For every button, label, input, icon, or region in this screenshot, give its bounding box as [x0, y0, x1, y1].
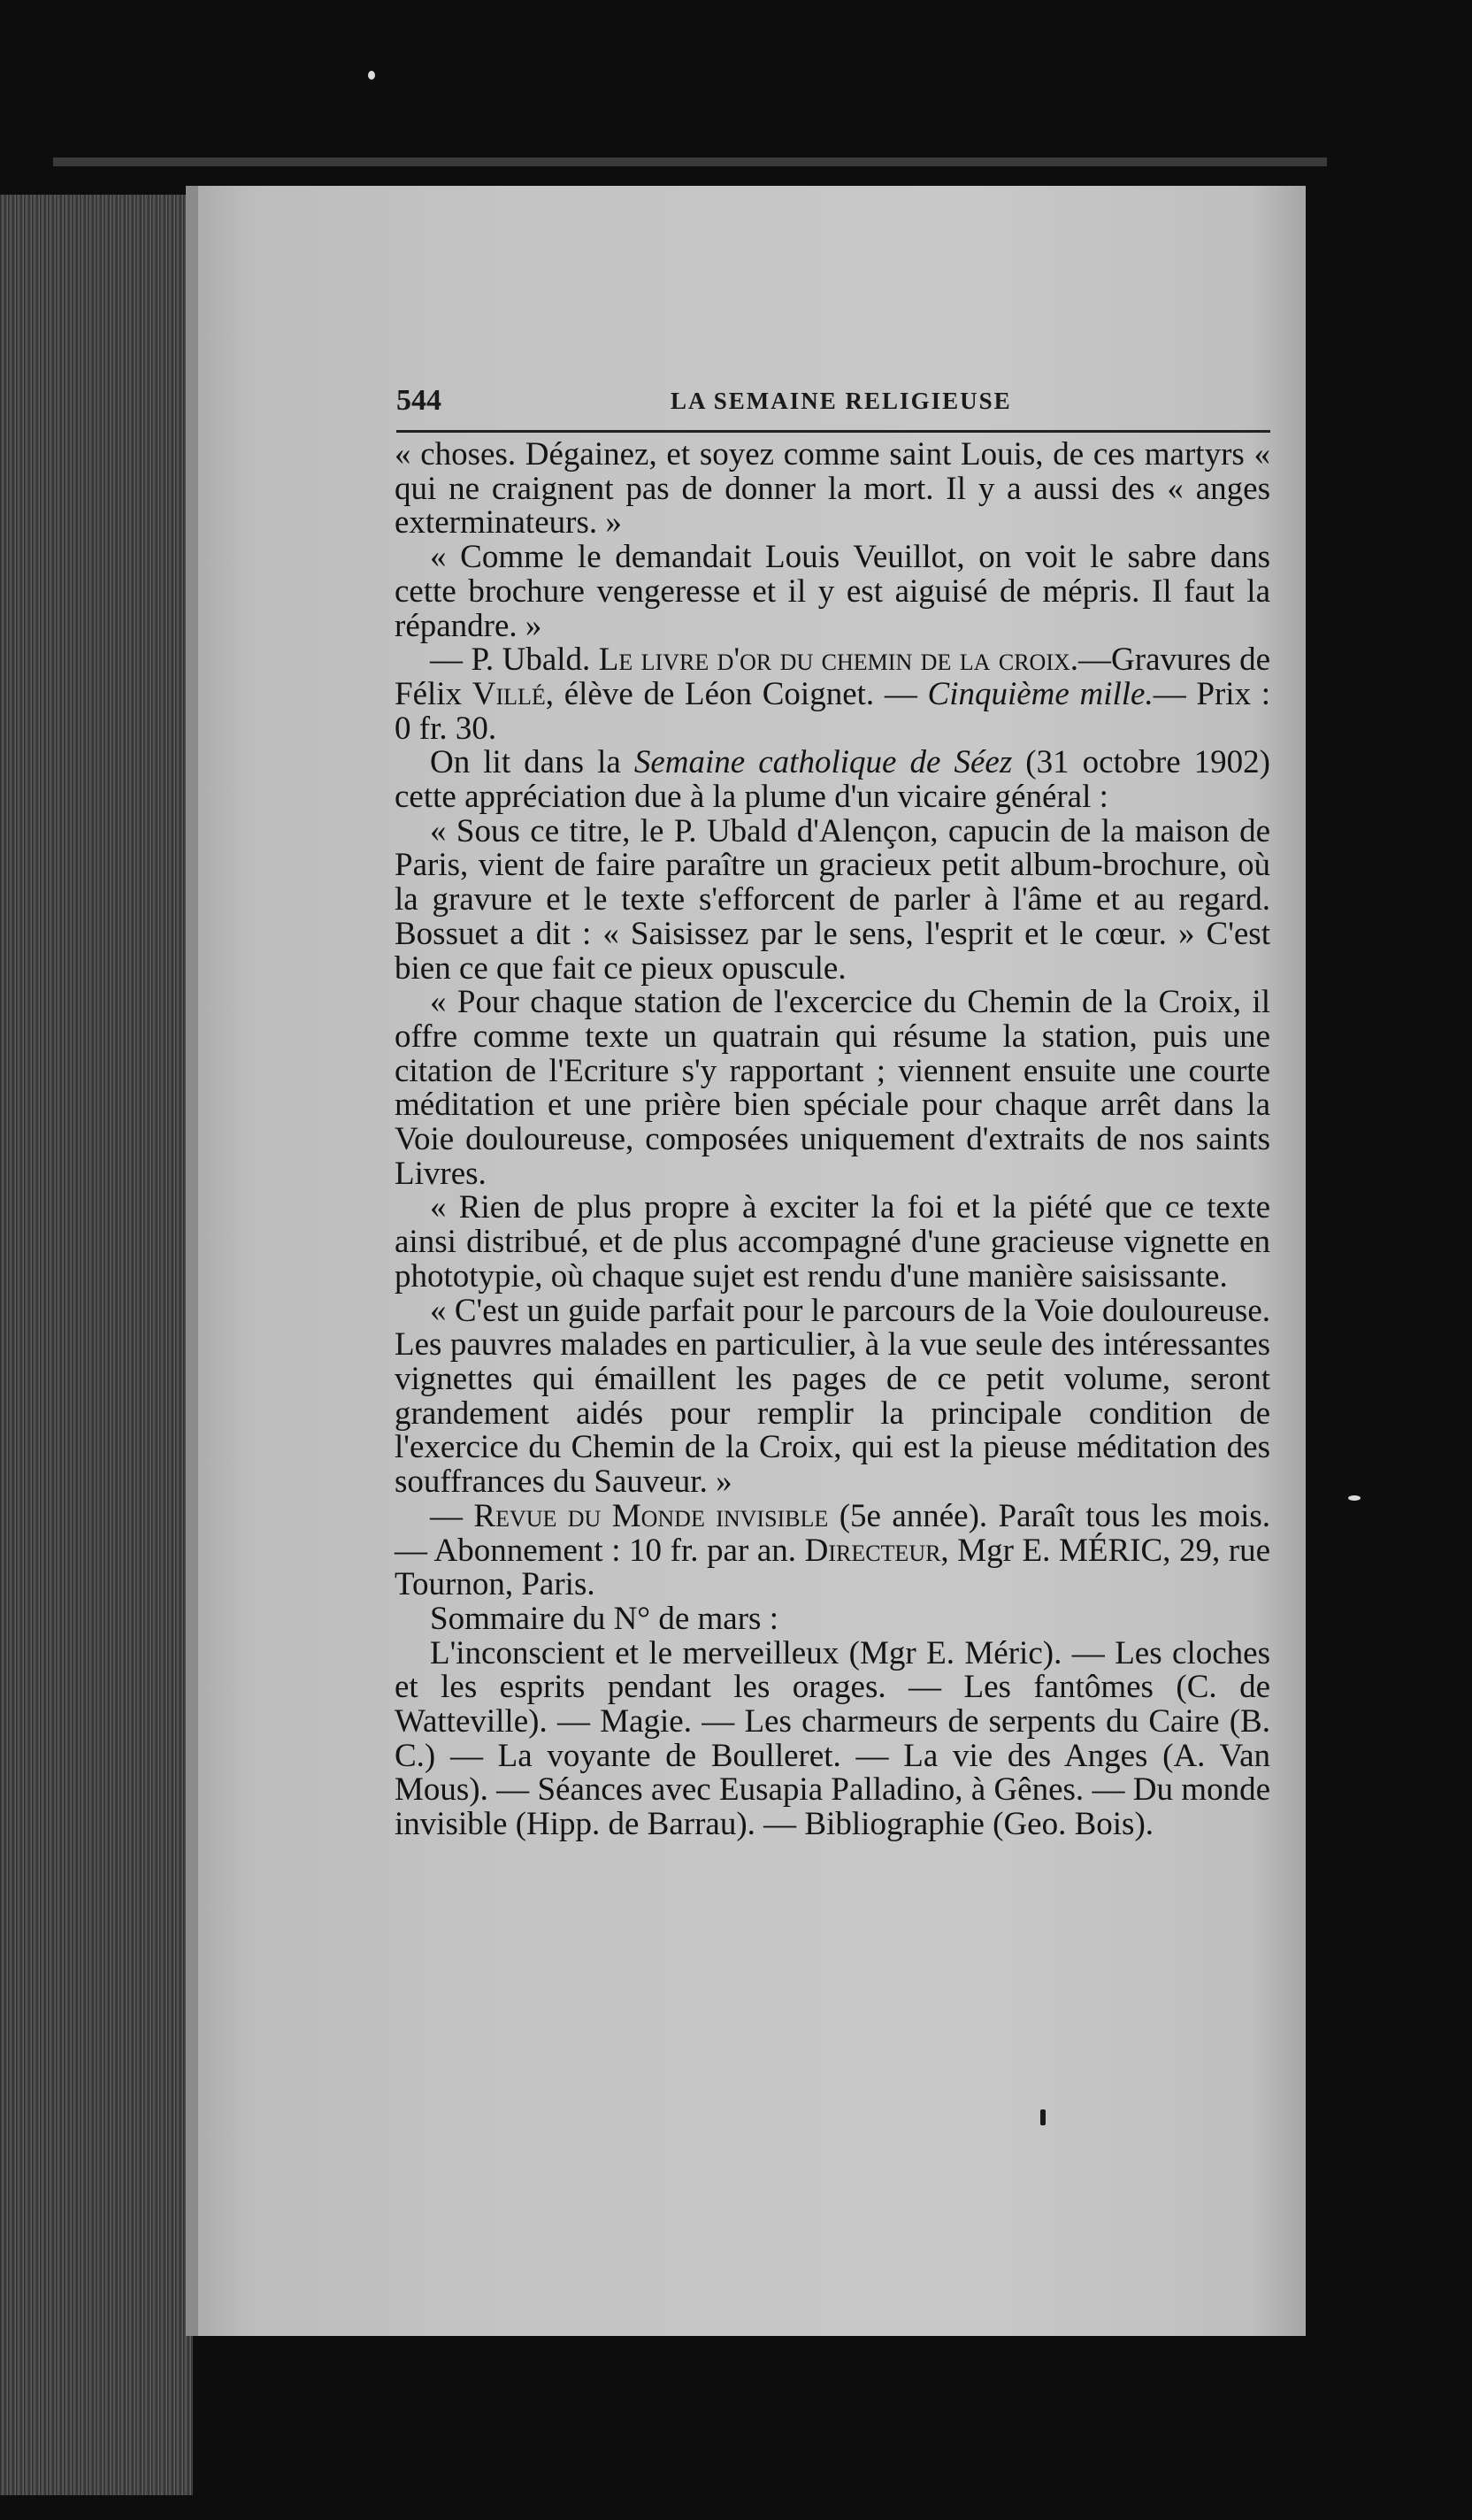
engraver-name: Villé, [472, 675, 555, 712]
entry-text: (31 octobre 1902) cette appréciation due à la plume d'un vicaire général : [395, 744, 1271, 816]
entry-text: — [430, 1497, 463, 1534]
paragraph-veuillot: « Comme le demandait Louis Veuillot, on voit le sabre dans cette brochure vengeresse et il y est aiguisé de mépris. Il faut la répandre. » [395, 539, 1270, 644]
entry-text: (5e année). Paraît tous les mois. — Abonnement : 10 fr. par an. [395, 1497, 1271, 1569]
publication-title: Semaine catholique de Séez [633, 744, 1013, 781]
page-gutter-shadow [186, 186, 198, 2336]
page-header [396, 372, 1281, 425]
entry-text: Mgr E. MÉRIC, 29, rue Tournon, Paris. [395, 1532, 1271, 1603]
entry-text: élève de Léon Coignet. — [564, 675, 917, 712]
book-title: Le livre d'or du chemin de la croix. [598, 642, 1079, 679]
dust-speck [1348, 1495, 1361, 1501]
end-ornament [1040, 2109, 1046, 2125]
scanner-top-edge [53, 158, 1327, 166]
edition-note: Cinquième mille. [927, 675, 1154, 712]
paragraph-revue-entry [395, 1497, 1271, 1603]
entry-text: On lit dans la [430, 744, 621, 781]
paragraph-quote-1: « Sous ce titre, le P. Ubald d'Alençon, capucin de la maison de Paris, vient de faire paraître un gracieux petit album-brochure, où la gravure et le texte s'efforcent de parler à l'âme et au regard. Bossuet a dit : « Saisissez par le sens, l'esprit et le cœur. » C'est bien ce que fait ce pieux opuscule. [395, 812, 1270, 987]
running-title: LA SEMAINE RELIGIEUSE [671, 388, 1012, 414]
paragraph-quote-2: « Pour chaque station de l'excercice du Chemin de la Croix, il offre comme texte un quatrain qui résume la station, puis une citation de l'Ecriture s'y rapportant ; viennent ensuite une courte méditation et une prière bien spéciale pour chaque arrêt dans la Voie douloureuse, composées uniquement d'extraits de nos saints Livres. [395, 984, 1270, 1192]
paragraph-sommaire-list: L'inconscient et le merveilleux (Mgr E. Méric). — Les cloches et les esprits pendant les orages. — Les fantômes (C. de Watteville). — Magie. — Les charmeurs de serpents du Caire (B. C.) — La voyante de Boulleret. — La vie des Anges (A. Van Mous). — Séances avec Eusapia Palladino, à Gênes. — Du monde invisible (Hipp. de Barrau). — Bibliographie (Geo. Bois). [395, 1634, 1270, 1843]
entry-text: —Gravures de Félix [395, 642, 1271, 712]
page-number: 544 [396, 384, 441, 417]
paragraph-ubald-entry [395, 643, 1270, 746]
dust-speck [368, 71, 375, 80]
paragraph-quote-4: « C'est un guide parfait pour le parcours de la Voie douloureuse. Les pauvres malades en particulier, à la vue seule des intéressantes vignettes qui émaillent les pages de ce petit volume, seront grandement aidés pour remplir la principale condition de l'exercice du Chemin de la Croix, qui est la pieuse méditation des souffrances du Sauveur. » [395, 1292, 1270, 1501]
article-body [395, 438, 1270, 1842]
header-rule [396, 430, 1270, 433]
director-label: Directeur, [804, 1532, 949, 1569]
paragraph-quote-end: « choses. Dégainez, et soyez comme saint Louis, de ces martyrs « qui ne craignent pas de donner la mort. Il y a aussi des « anges exterminateurs. » [395, 436, 1270, 542]
entry-author: — P. Ubald. [430, 642, 591, 679]
page-stack-edge [0, 195, 193, 2495]
paragraph-sommaire-heading: Sommaire du N° de mars : [430, 1600, 778, 1637]
review-title: Revue du Monde invisible [473, 1497, 829, 1534]
price: — Prix : 0 fr. 30. [395, 675, 1271, 747]
paragraph-seez [395, 746, 1270, 814]
paragraph-quote-3: « Rien de plus propre à exciter la foi et la piété que ce texte ainsi distribué, et de plus accompagné d'une gracieuse vignette en phototypie, où chaque sujet est rendu d'une manière saisissante. [395, 1189, 1270, 1295]
